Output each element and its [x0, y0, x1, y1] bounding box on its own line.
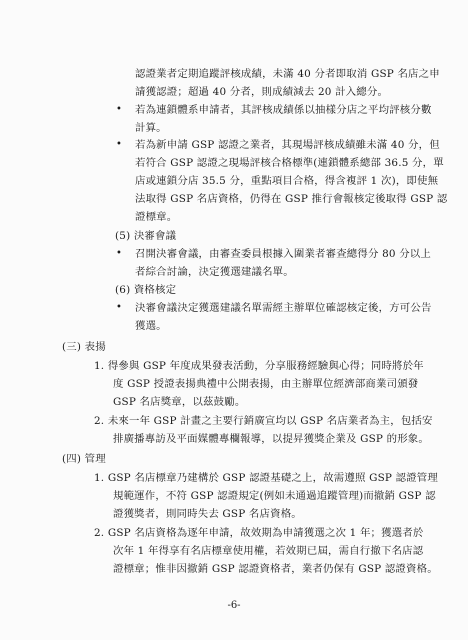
bullet-icon: •	[116, 104, 122, 115]
bullet-icon: •	[116, 139, 122, 150]
text-line: 規範運作，不符 GSP 認證規定(例如未通過追蹤管理)而撤銷 GSP 認	[113, 490, 436, 502]
bullet-icon: •	[116, 248, 122, 259]
section-heading: (6) 資格核定	[115, 284, 177, 296]
section-heading: (四) 管理	[62, 453, 106, 465]
text-line: 若為連鎖體系申請者，其評核成績係以抽樣分店之平均評核分數	[135, 104, 432, 116]
text-line: 獲選。	[135, 320, 167, 332]
text-line: 計算。	[135, 122, 167, 134]
text-line: 召開決審會議，由審查委員根據入圍業者審查總得分 80 分以上	[135, 248, 431, 260]
text-line: 者綜合討論，決定獲選建議名單。	[135, 266, 294, 278]
text-line: 度 GSP 授證表揚典禮中公開表揚，由主辦單位經濟部商業司頒發	[113, 378, 419, 390]
text-line: 證標章；惟非因撤銷 GSP 認證資格者，業者仍保有 GSP 認證資格。	[113, 563, 438, 575]
text-line: 認證業者定期追蹤評核成績，未滿 40 分者即取消 GSP 名店之申	[135, 68, 440, 80]
text-line: 證標章。	[135, 211, 178, 223]
text-line: 2. GSP 名店資格為逐年申請，故效期為申請獲選之次 1 年；獲選者於	[94, 527, 424, 539]
text-line: GSP 名店獎章，以茲鼓勵。	[113, 396, 246, 408]
text-line: 排廣播專訪及平面媒體專欄報導，以提昇獲獎企業及 GSP 的形象。	[113, 433, 429, 445]
text-line: 法取得 GSP 名店資格，仍得在 GSP 推行會報核定後取得 GSP 認	[135, 193, 448, 205]
text-line: 若符合 GSP 認證之現場評核合格標準(連鎖體系總部 36.5 分，單	[135, 157, 444, 169]
bullet-icon: •	[116, 302, 122, 313]
text-line: 店或連鎖分店 35.5 分，重點項目合格，得含複評 1 次)，即使無	[135, 175, 439, 187]
text-line: 若為新申請 GSP 認證之業者，其現場評核成績雖未滿 40 分，但	[135, 139, 440, 151]
text-line: 決審會議決定獲選建議名單需經主辦單位確認核定後，方可公告	[135, 302, 432, 314]
section-heading: (三) 表揚	[62, 341, 106, 353]
section-heading: (5) 決審會議	[115, 230, 177, 242]
text-line: 2. 未來一年 GSP 計畫之主要行銷廣宣均以 GSP 名店業者為主，包括安	[94, 415, 433, 427]
text-line: 1. GSP 名店標章乃建構於 GSP 認證基礎之上，故需遵照 GSP 認證管理	[94, 472, 438, 484]
text-line: 次年 1 年得享有名店標章使用權，若效期已屆，需自行撤下名店認	[113, 545, 424, 557]
text-line: 1. 得參與 GSP 年度成果發表活動，分享服務經驗與心得；同時將於年	[94, 360, 424, 372]
text-line: 證獲獎者，則同時失去 GSP 名店資格。	[113, 508, 302, 520]
text-line: 請獲認證；超過 40 分者，則成績減去 20 計入總分。	[135, 86, 389, 98]
page-number: -6-	[227, 600, 241, 611]
